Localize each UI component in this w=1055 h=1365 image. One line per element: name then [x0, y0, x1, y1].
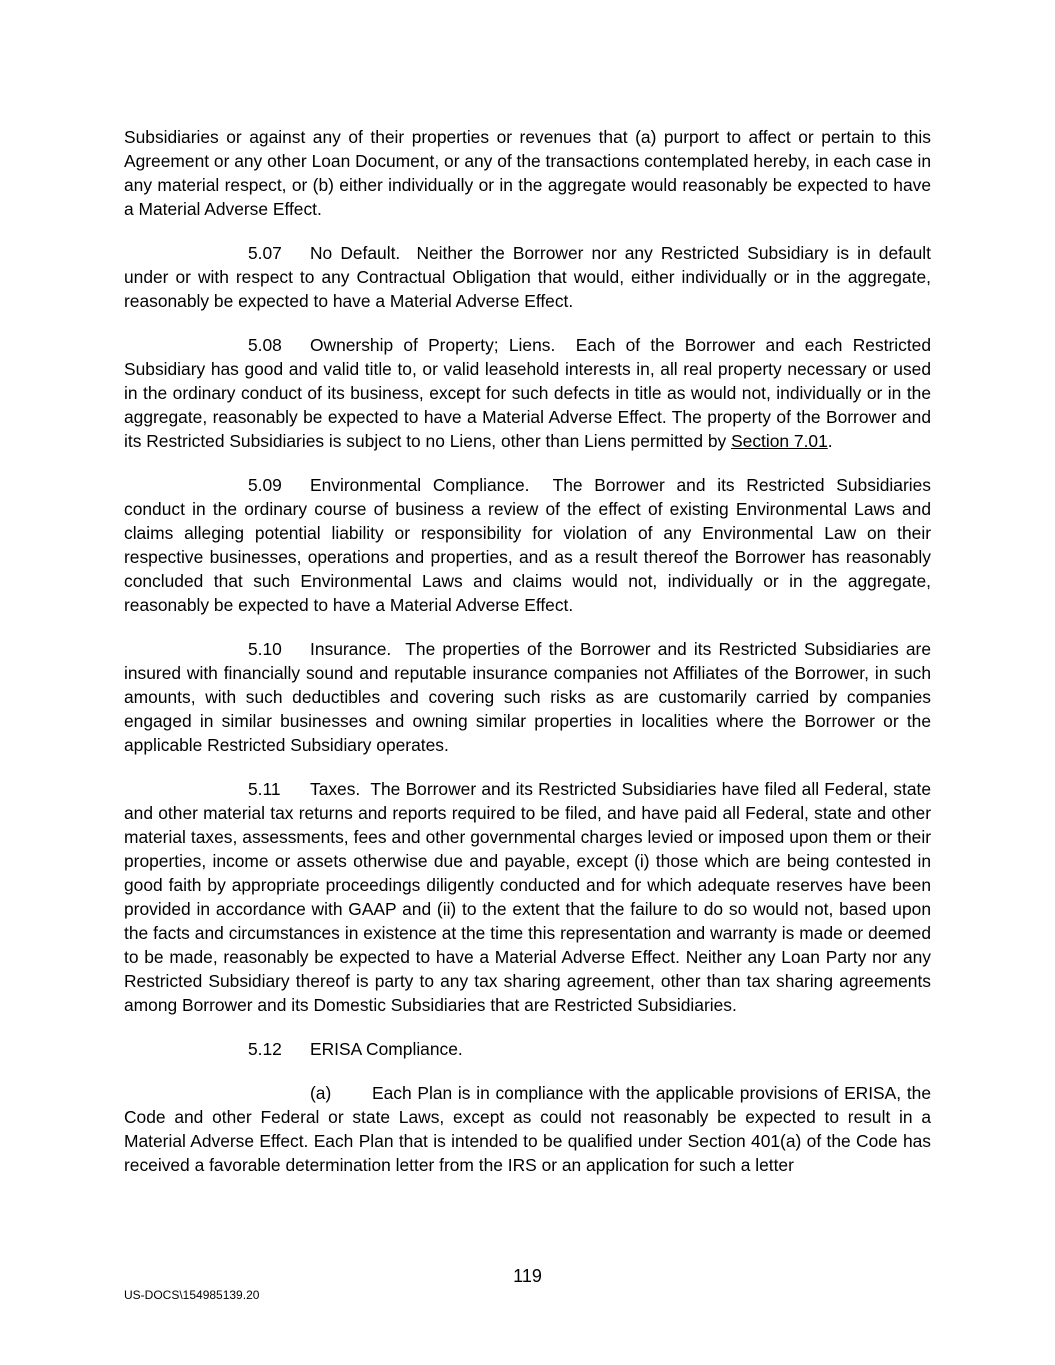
section-number: 5.08 [248, 335, 282, 355]
section-number: 5.12 [248, 1039, 282, 1059]
section-5-10 [124, 637, 931, 757]
section-5-09 [124, 473, 931, 617]
section-text-end: . [827, 431, 833, 451]
section-5-12 [124, 1037, 931, 1061]
section-text: Each of the Borrower and each Restricted Subsidiary has good and valid title to, or valid leasehold interests in, all real property necessary or used in the ordinary conduct of its business, except for such defects in title as would not, individually or in the aggregate, reasonably be expected to have a Material Adverse Effect. The property of the Borrower and its Restricted Subsidiaries is subject to no Liens, other than Liens permitted by [124, 335, 931, 451]
intro-text: Subsidiaries or against any of their properties or revenues that (a) purport to affect or pertain to this Agreement or any other Loan Document, or any of the transactions contemplated hereby, in each case in any material respect, or (b) either individually or in the aggregate would reasonably be expected to have a Material Adverse Effect. [124, 127, 931, 219]
section-number: 5.11 [248, 779, 281, 799]
section-heading: Ownership of Property; Liens. [310, 335, 556, 355]
section-heading: Taxes. [310, 779, 361, 799]
page-number: 119 [513, 1266, 542, 1286]
subsection-text: Each Plan is in compliance with the applicable provisions of ERISA, the Code and other Federal or state Laws, except as could not reasonably be expected to result in a Material Adverse Effect. Each Plan that is intended to be qualified under Section 401(a) of the Code has received a favorable determination letter from the IRS or an application for such a letter [124, 1083, 931, 1175]
section-text: Neither the Borrower nor any Restricted Subsidiary is in default under or with respect to any Contractual Obligation that would, either individually or in the aggregate, reasonably be expected to have a Material Adverse Effect. [124, 243, 932, 311]
section-number: 5.09 [248, 475, 282, 495]
section-7-01-link[interactable]: Section 7.01 [731, 431, 828, 451]
section-heading: ERISA Compliance. [310, 1039, 463, 1059]
section-number: 5.07 [248, 243, 282, 263]
section-text: The Borrower and its Restricted Subsidiaries have filed all Federal, state and other material tax returns and reports required to be filed, and have paid all Federal, state and other material taxes, assessments, fees and other governmental charges levied or imposed upon them or their properties, income or assets otherwise due and payable, except (i) those which are being contested in good faith by appropriate proceedings diligently conducted and for which adequate reserves have been provided in accordance with GAAP and (ii) to the extent that the failure to do so would not, based upon the facts and circumstances in existence at the time this representation and warranty is made or deemed to be made, reasonably be expected to have a Material Adverse Effect. Neither any Loan Party nor any Restricted Subsidiary thereof is party to any tax sharing agreement, other than tax sharing agreements among Borrower and its Domestic Subsidiaries that are Restricted Subsidiaries. [124, 779, 931, 1015]
section-heading: No Default. [310, 243, 401, 263]
section-5-11 [124, 777, 931, 1017]
section-text: The properties of the Borrower and its Restricted Subsidiaries are insured with financially sound and reputable insurance companies not Affiliates of the Borrower, in such amounts, with such deductibles and covering such risks as are customarily carried by companies engaged in similar businesses and owning similar properties in localities where the Borrower or the applicable Restricted Subsidiary operates. [124, 639, 931, 755]
section-5-12-a [124, 1081, 931, 1177]
section-number: 5.10 [248, 639, 282, 659]
document-id: US-DOCS\154985139.20 [124, 1288, 260, 1302]
document-body [124, 125, 931, 1177]
section-text: The Borrower and its Restricted Subsidiaries conduct in the ordinary course of business a review of the effect of existing Environmental Laws and claims alleging potential liability or responsibility for violation of any Environmental Law on their respective businesses, operations and properties, and as a result thereof the Borrower has reasonably concluded that such Environmental Laws and claims would not, individually or in the aggregate, reasonably be expected to have a Material Adverse Effect. [124, 475, 931, 615]
intro-paragraph [124, 125, 931, 221]
section-5-07 [124, 241, 931, 313]
section-heading: Environmental Compliance. [310, 475, 530, 495]
subsection-label: (a) [310, 1083, 332, 1103]
section-5-08 [124, 333, 931, 453]
section-heading: Insurance. [310, 639, 392, 659]
